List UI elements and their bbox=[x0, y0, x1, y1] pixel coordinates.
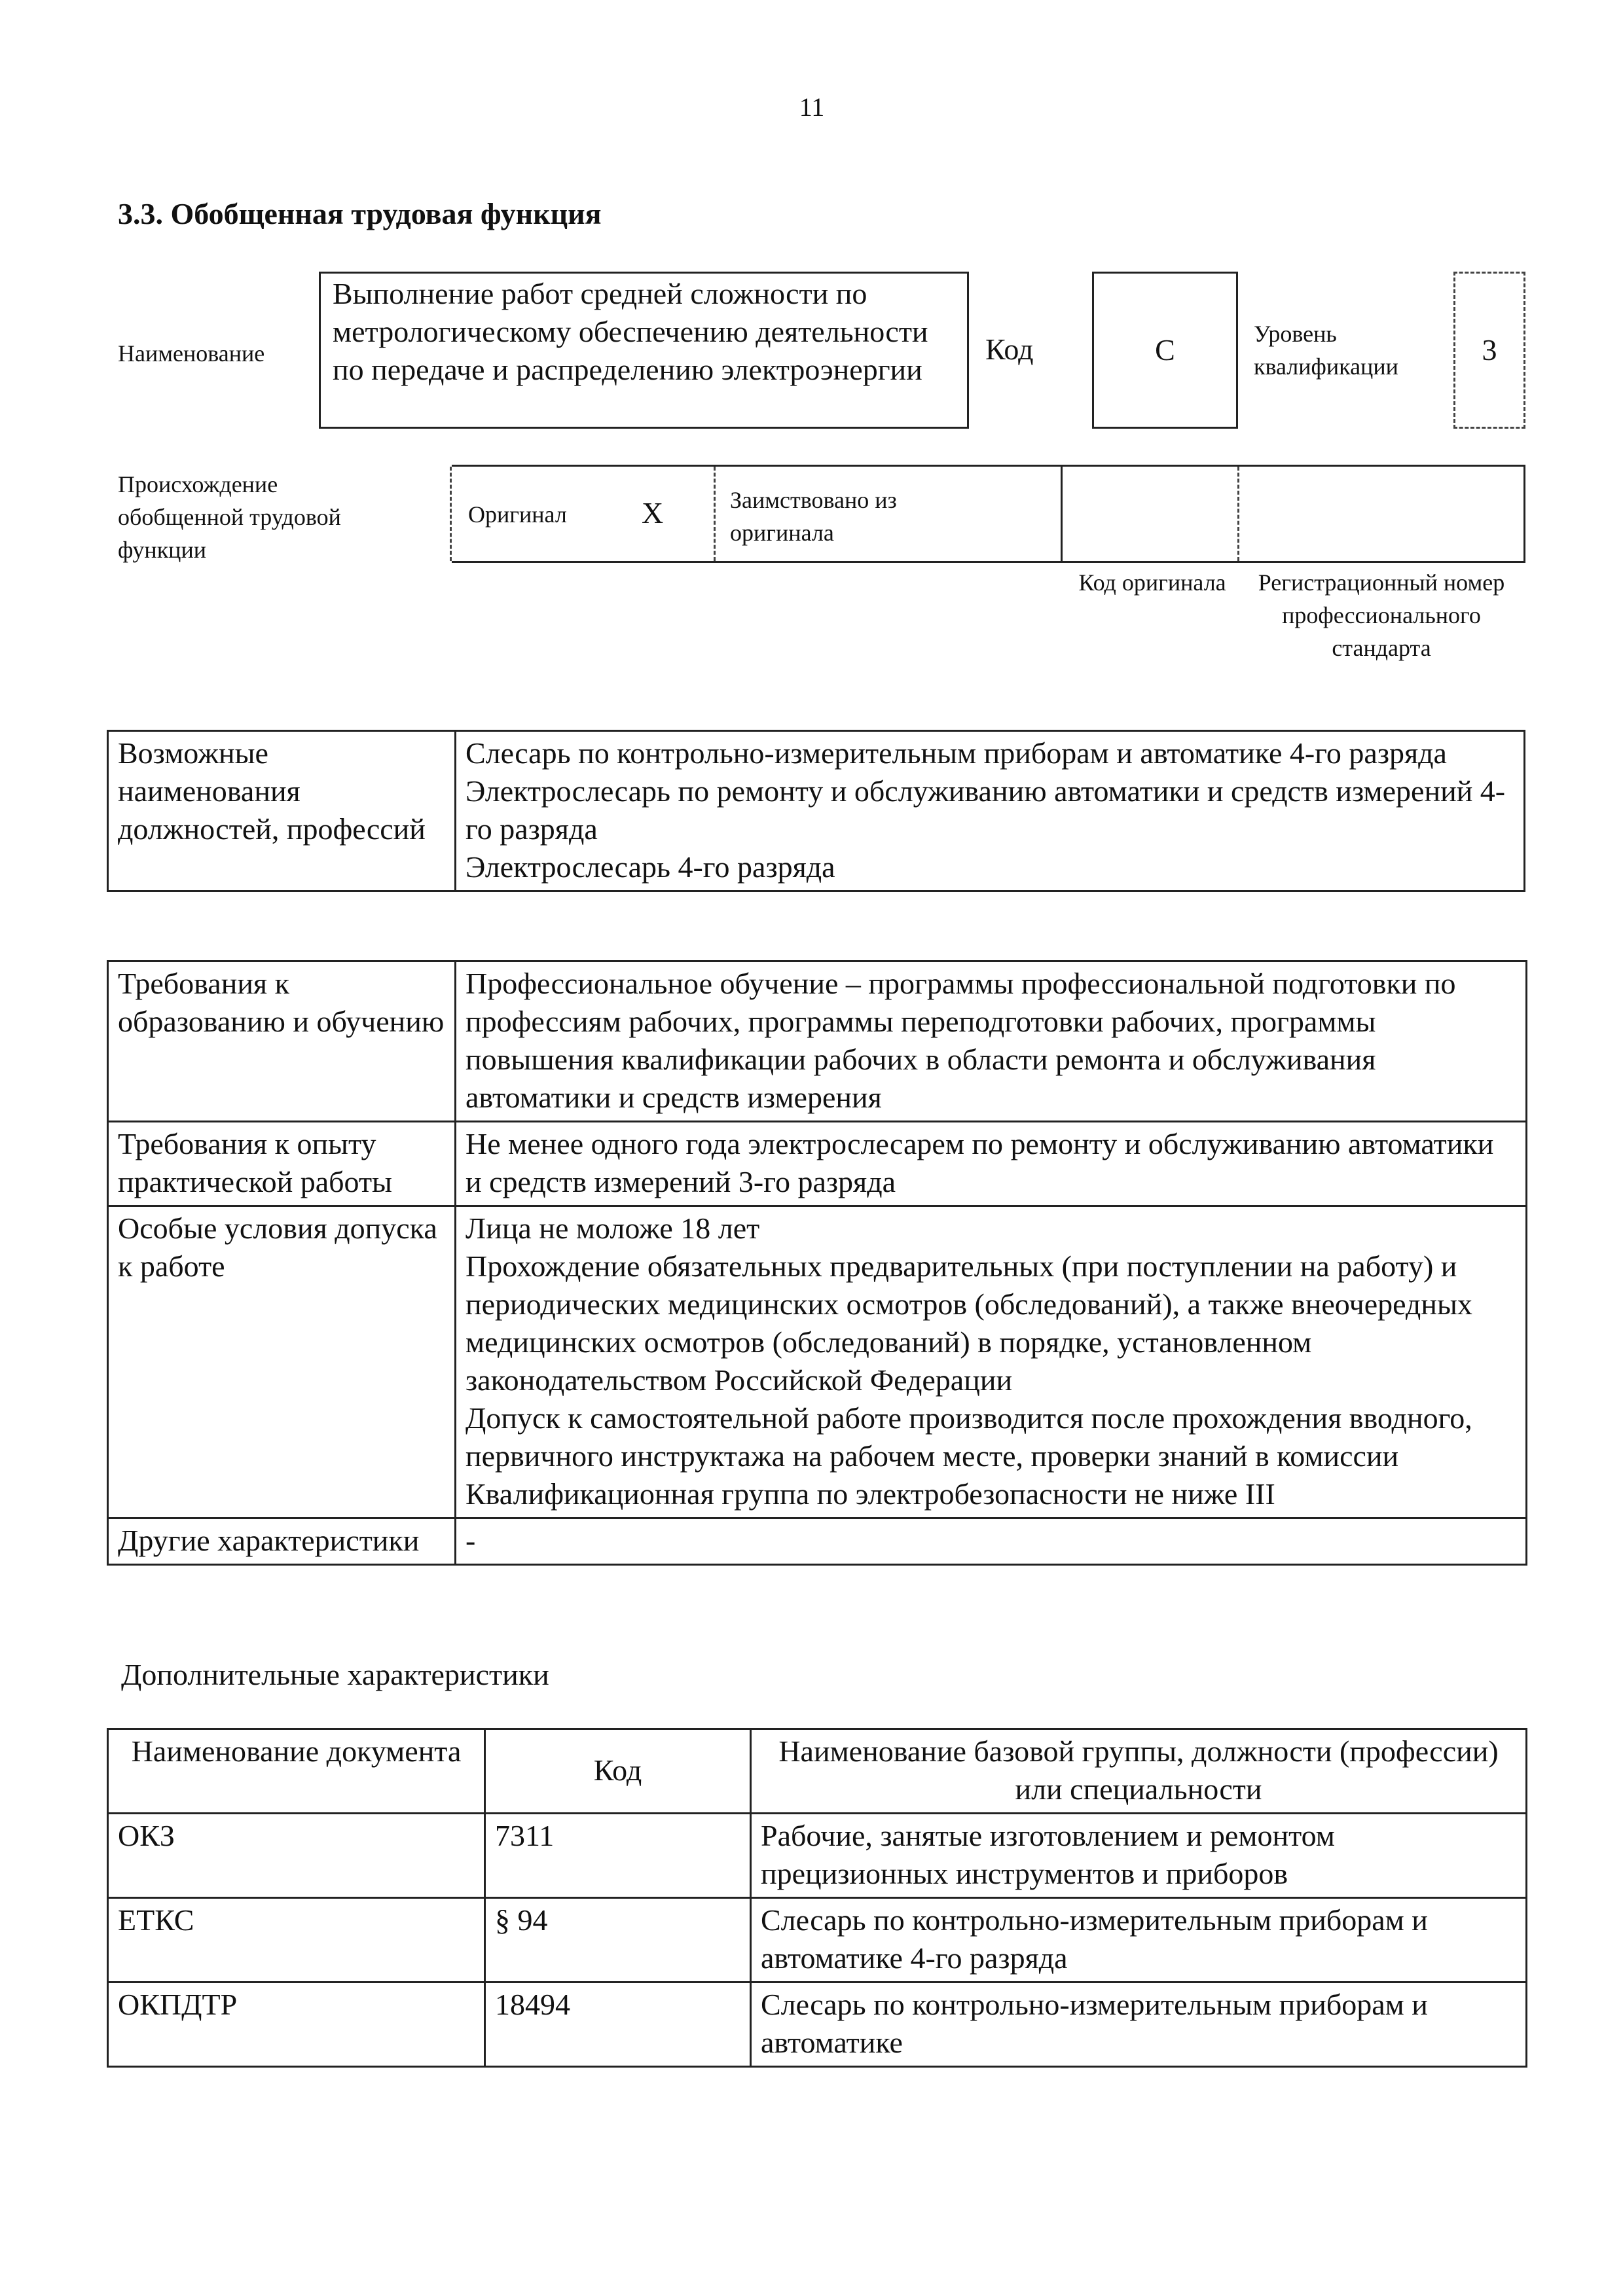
group-cell: Слесарь по контрольно-измерительным приборам и автоматике 4-го разряда bbox=[751, 1898, 1527, 1982]
positions-label: Возможные наименования должностей, профессий bbox=[108, 731, 456, 891]
education-value: Профессиональное обучение – программы профессиональной подготовки по профессиям рабочих, программы переподготовки рабочих, программы повышения квалификации рабочих в области ремонта и обслуживания автоматики и средств измерения bbox=[456, 961, 1527, 1122]
table-row bbox=[108, 1518, 1527, 1565]
education-label: Требования к образованию и обучению bbox=[108, 961, 456, 1122]
level-value: 3 bbox=[1453, 272, 1525, 429]
position-item: Слесарь по контрольно-измерительным приборам и автоматике 4-го разряда bbox=[465, 736, 1447, 770]
code-cell: 7311 bbox=[485, 1814, 751, 1898]
borrowed-label: Заимствовано из оригинала bbox=[730, 487, 897, 546]
origin-divider-reg bbox=[1237, 467, 1239, 561]
name-label: Наименование bbox=[118, 340, 265, 367]
origin-frame bbox=[452, 465, 1525, 563]
additional-title: Дополнительные характеристики bbox=[121, 1658, 549, 1691]
code-original-caption: Код оригинала bbox=[1078, 569, 1226, 596]
table-row bbox=[108, 1206, 1527, 1518]
code-label: Код bbox=[985, 332, 1034, 366]
header-base-group: Наименование базовой группы, должности (профессии) или специальности bbox=[751, 1729, 1527, 1814]
admission-label: Особые условия допуска к работе bbox=[108, 1206, 456, 1518]
header-document: Наименование документа bbox=[108, 1729, 485, 1814]
origin-label: Происхождение обобщенной трудовой функции bbox=[118, 471, 341, 563]
doc-cell: ОКЗ bbox=[108, 1814, 485, 1898]
admission-cell bbox=[456, 1206, 1527, 1518]
table-row bbox=[108, 1122, 1527, 1206]
admission-item: Прохождение обязательных предварительных (при поступлении на работу) и периодических медицинских осмотров (обследований), а также внеочередных медицинских осмотров (обследований) в порядке, установленном законодательством Российской Федерации bbox=[465, 1249, 1472, 1397]
admission-item: Лица не моложе 18 лет bbox=[465, 1211, 760, 1245]
admission-item: Допуск к самостоятельной работе производится после прохождения вводного, первичного инструктажа на рабочем месте, проверки знаний в комиссии bbox=[465, 1401, 1472, 1473]
name-value: Выполнение работ средней сложности по метрологическому обеспечению деятельности по передаче и распределению электроэнергии bbox=[319, 272, 969, 429]
positions-table bbox=[107, 730, 1525, 892]
origin-divider-mid bbox=[714, 467, 716, 561]
original-mark: X bbox=[642, 496, 664, 529]
original-label: Оригинал bbox=[468, 501, 567, 528]
code-cell: § 94 bbox=[485, 1898, 751, 1982]
additional-table bbox=[107, 1728, 1527, 2068]
table-header-row bbox=[108, 1729, 1527, 1814]
table-row bbox=[108, 731, 1525, 891]
experience-label: Требования к опыту практической работы bbox=[108, 1122, 456, 1206]
group-cell: Слесарь по контрольно-измерительным приборам и автоматике bbox=[751, 1982, 1527, 2067]
admission-item: Квалификационная группа по электробезопасности не ниже III bbox=[465, 1477, 1275, 1511]
group-cell: Рабочие, занятые изготовлением и ремонтом прецизионных инструментов и приборов bbox=[751, 1814, 1527, 1898]
table-row bbox=[108, 1982, 1527, 2067]
positions-cell bbox=[456, 731, 1525, 891]
origin-divider-code bbox=[1061, 467, 1063, 561]
requirements-table bbox=[107, 960, 1527, 1566]
code-cell: 18494 bbox=[485, 1982, 751, 2067]
table-row bbox=[108, 961, 1527, 1122]
section-title: 3.3. Обобщенная трудовая функция bbox=[118, 197, 602, 230]
doc-cell: ОКПДТР bbox=[108, 1982, 485, 2067]
table-row bbox=[108, 1814, 1527, 1898]
origin-divider-left bbox=[450, 467, 452, 561]
table-row bbox=[108, 1898, 1527, 1982]
reg-number-caption: Регистрационный номер профессионального стандарта bbox=[1258, 569, 1505, 661]
position-item: Электрослесарь 4-го разряда bbox=[465, 850, 835, 884]
doc-cell: ЕТКС bbox=[108, 1898, 485, 1982]
level-label: Уровень квалификации bbox=[1254, 321, 1398, 380]
page-number: 11 bbox=[799, 92, 825, 122]
code-value: C bbox=[1092, 272, 1238, 429]
position-item: Электрослесарь по ремонту и обслуживанию автоматики и средств измерений 4-го разряда bbox=[465, 774, 1506, 846]
other-value: - bbox=[456, 1518, 1527, 1565]
header-code: Код bbox=[485, 1729, 751, 1814]
other-label: Другие характеристики bbox=[108, 1518, 456, 1565]
experience-value: Не менее одного года электрослесарем по ремонту и обслуживанию автоматики и средств измерений 3-го разряда bbox=[456, 1122, 1527, 1206]
